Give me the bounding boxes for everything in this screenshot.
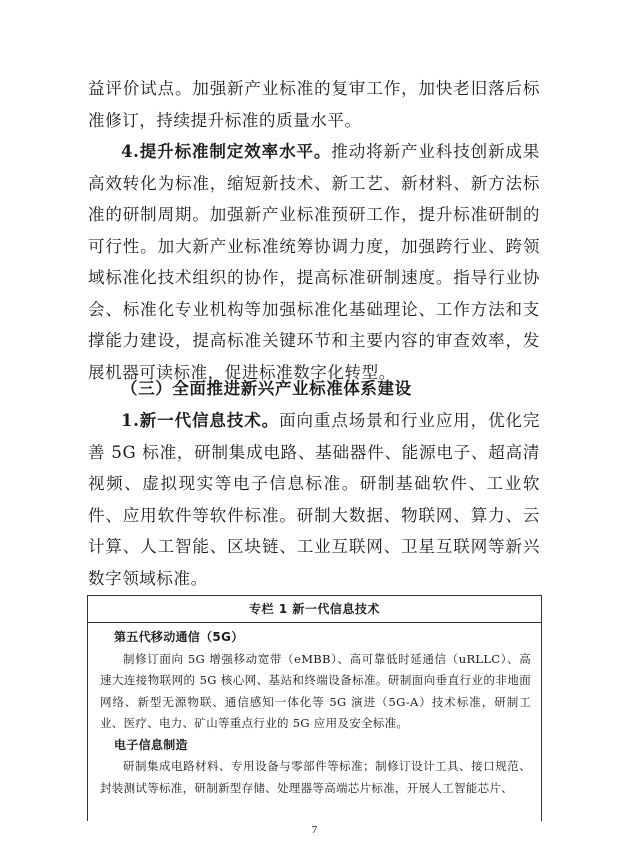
page-number: 7: [311, 824, 318, 836]
paragraph-lead-heading: 1.新一代信息技术。: [121, 411, 280, 430]
paragraph-efficiency: [88, 136, 540, 388]
paragraph-body: 推动将新产业科技创新成果高效转化为标准，缩短新技术、新工艺、新材料、新方法标准的研制周期。加强新产业标准预研工作，提升标准研制的可行性。加大新产业标准统筹协调力度，加强跨行业、跨领域标准化技术组织的协作，提高标准研制速度。指导行业协会、标准化专业机构等加强标准化基础理论、工作方法和支撑能力建设，提高标准关键环节和主要内容的审查效率，发展机器可读标准，促进标准数字化转型。: [88, 142, 541, 382]
box-subheading-5g: 第五代移动通信（5G）: [114, 630, 244, 644]
box-paragraph-electronics: 研制集成电路材料、专用设备与零部件等标准；制修订设计工具、接口规范、封装测试等标准，研制新型存储、处理器等高端芯片标准，开展人工智能芯片、: [100, 759, 531, 795]
section-heading: （三）全面推进新兴产业标准体系建设: [121, 379, 412, 398]
box-subheading-electronics: 电子信息制造: [114, 737, 188, 752]
paragraph-body: 面向重点场景和行业应用，优化完善 5G 标准，研制集成电路、基础器件、能源电子、超高清视频、虚拟现实等电子信息标准。研制基础软件、工业软件、应用软件等软件标准。研制大数据、物联网、算力、云计算、人工智能、区块链、工业互联网、卫星互联网等新兴数字领域标准。: [88, 411, 541, 588]
box-content: [88, 623, 541, 799]
box-paragraph-5g: 制修订面向 5G 增强移动宽带（eMBB）、高可靠低时延通信（uRLLC）、高速大连接物联网的 5G 核心网、基站和终端设备标准。研制面向垂直行业的非地面网络、新型无源物联、通信感知一体化等 5G 演进（5G-A）技术标准，研制工业、医疗、电力、矿山等重点行业的 5G 应用及安全标准。: [100, 651, 531, 730]
box-title: 专栏 1 新一代信息技术: [88, 596, 541, 623]
sidebar-box: [87, 595, 542, 821]
paragraph-continuation: 益评价试点。加强新产业标准的复审工作，加快老旧落后标准修订，持续提升标准的质量水平。: [88, 79, 540, 130]
paragraph-lead-heading: 4.提升标准制定效率水平。: [121, 142, 332, 161]
paragraph-info-tech: [88, 405, 540, 594]
